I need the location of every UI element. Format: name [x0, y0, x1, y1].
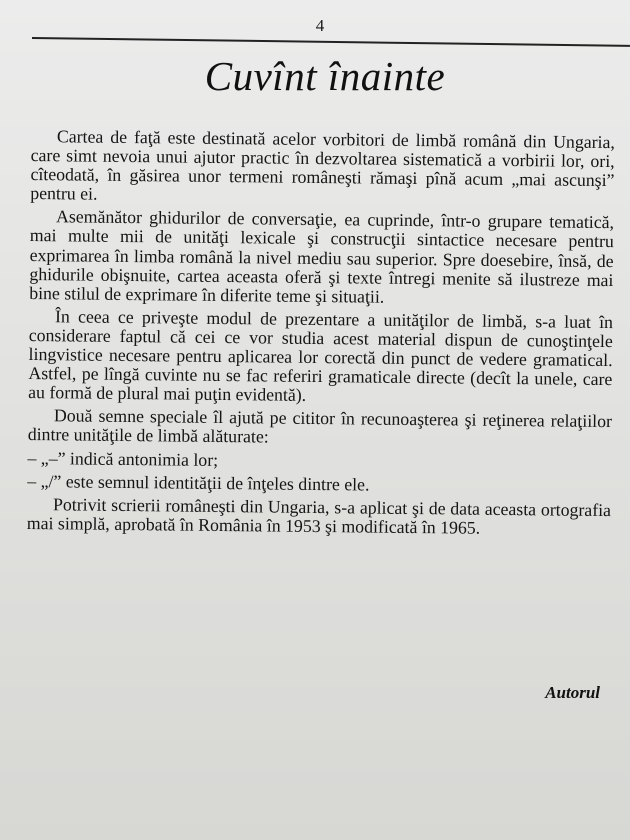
list-item-synonymy: – „/” este semnul identităţii de înţeles dintre ele.: [27, 470, 370, 495]
paragraph-5: Potrivit scrierii româneşti din Ungaria, s-a aplicat şi de data aceasta ortografia mai simplă, aprobată în România în 1953 şi modificată în 1965.: [26, 493, 612, 538]
author-signature: Autorul: [545, 683, 600, 702]
paragraph-1: Cartea de faţă este destinată acelor vorbitori de limbă română din Ungaria, care simt nevoia unui ajutor practic în dezvoltarea sistematică a vorbirii lor, ori, cîteodată, în găsirea unor termeni româneşti rămaşi pînă acum „mai ascunşi” pentru ei.: [30, 126, 615, 204]
paragraph-4: Două semne speciale îl ajută pe cititor în recunoaşterea şi reţinerea relaţiilor dintre unităţile de limbă alăturate:: [27, 405, 613, 447]
paragraph-2: Asemănător ghidurilor de conversaţie, ea cuprinde, într-o grupare tematică, mai multe mii de unităţi lexicale şi construcţii sintactice necesare pentru exprimarea în limba română la nivel mediu sau superior. Spre doesebire, însă, de ghidurile obişnuite, cartea aceasta oferă şi texte întregi menite să ilustreze mai bine stilul de exprimare în diferite teme şi situaţii.: [29, 206, 615, 307]
body-text: [27, 127, 615, 543]
page-title: Cuvînt înainte: [204, 53, 446, 99]
page-number: 4: [315, 16, 325, 35]
list-item-antonymy: – „–” indică antonimia lor;: [27, 447, 219, 470]
header-rule: [32, 37, 630, 47]
paragraph-3: În ceea ce priveşte modul de prezentare a unităţilor de limbă, s-a luat în considerare faptul că cei ce vor studia acest material dispun de cunoştinţele lingvistice necesare pentru aplicarea lor corectă din punct de vedere gramatical. Astfel, pe lîngă cuvinte nu se fac referiri gramaticale directe (decît la unele, care au formă de plural mai puţin evidentă).: [28, 306, 614, 406]
